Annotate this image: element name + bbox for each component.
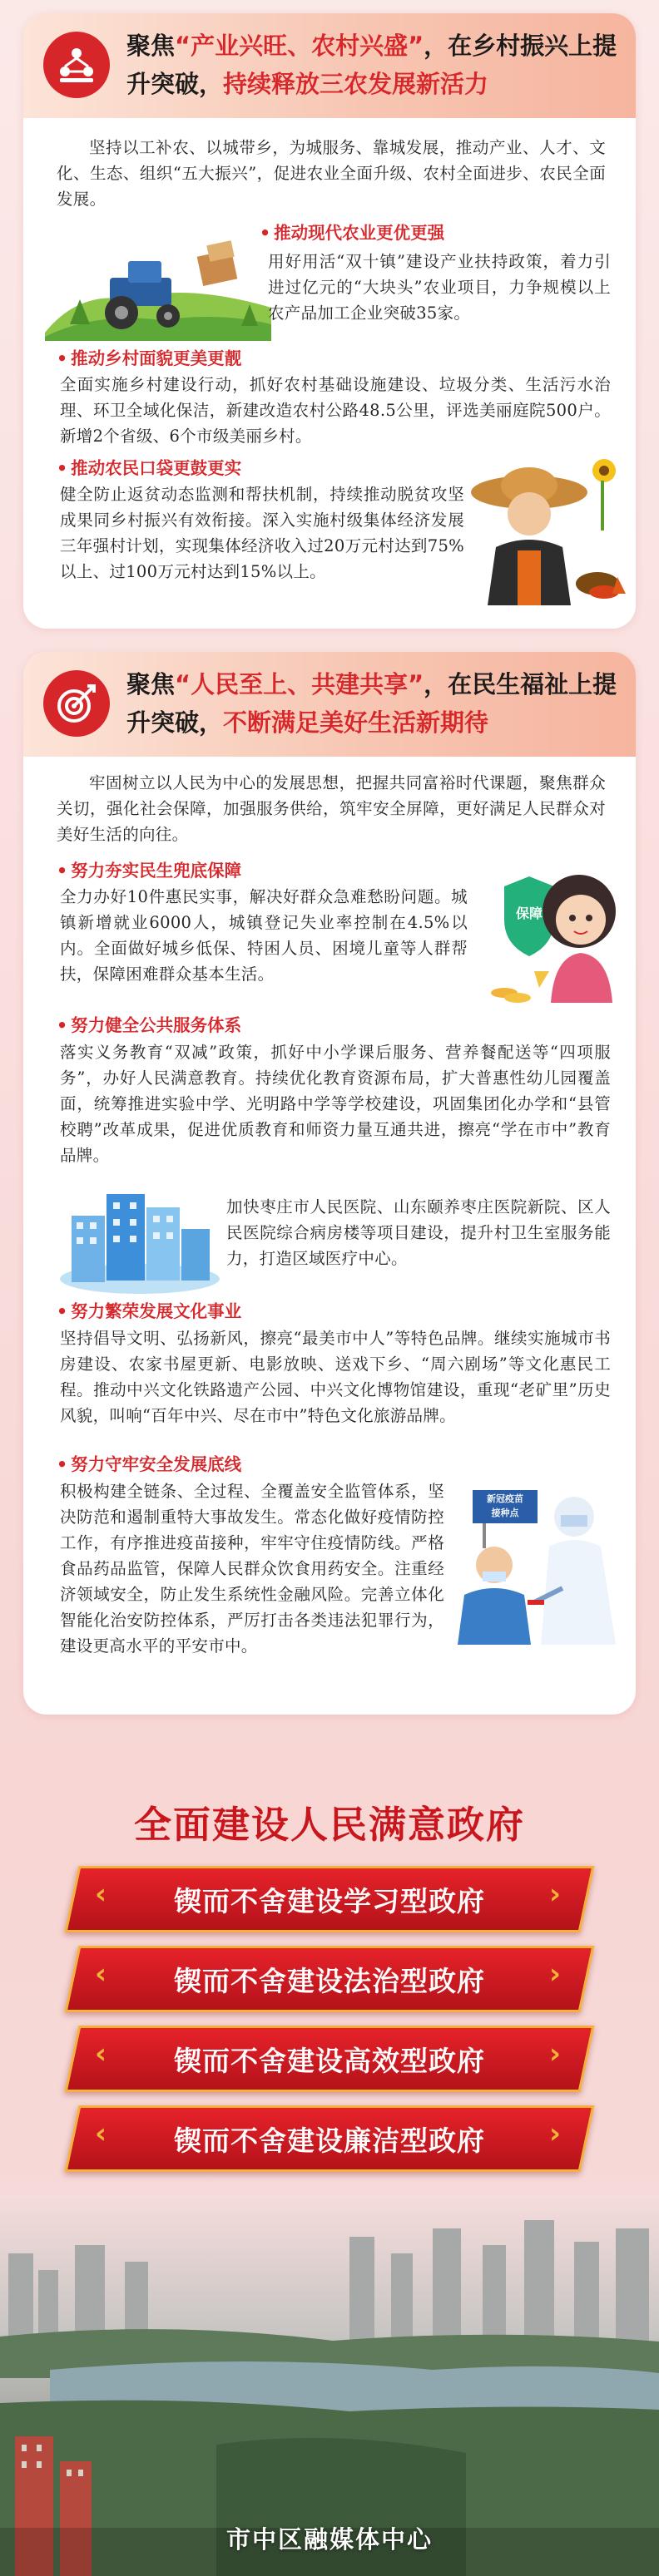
main-slogan-title: 全面建设人民满意政府 (133, 1803, 525, 1847)
section-title: 聚焦“人民至上、共建共享”，在民生福祉上提升突破，不断满足美好生活新期待 (126, 670, 617, 737)
city-skyline-photo (0, 2195, 659, 2576)
item-text: 健全防止返贫动态监测和帮扶机制，持续推动脱贫攻坚成果同乡村振兴有效衔接。深入实施村级集体经济发展三年强村计划，实现集体经济收入过20万元村达到75%以上、过100万元村达到15%以上。 (60, 485, 464, 581)
item-title: • 努力守牢安全发展底线 (57, 1454, 242, 1474)
item-title: • 努力夯实民生兜底保障 (57, 861, 242, 881)
item-title: • 努力健全公共服务体系 (57, 1015, 242, 1035)
people-network-icon (43, 32, 110, 98)
section-intro: 坚持以工补农、以城带乡，为城服务、靠城发展，推动产业、人才、文化、生态、组织“五大振兴”，促进农业全面升级、农村全面进步、农民全面发展。 (57, 138, 606, 209)
chevron-right-icon: › (549, 2117, 562, 2150)
section-intro: 牢固树立以人民为中心的发展思想，把握共同富裕时代课题，聚焦群众关切，强化社会保障，加强服务供给，筑牢安全屏障，更好满足人民群众对美好生活的向往。 (57, 773, 606, 844)
rural-revitalization-card (23, 13, 636, 629)
item-text: 加快枣庄市人民医院、山东颐养枣庄医院新院、区人民医院综合病房楼等项目建设，提升村卫生室服务能力，打造区域医疗中心。 (226, 1197, 611, 1268)
chevron-left-icon: ‹ (95, 2117, 107, 2150)
item-text: 积极构建全链条、全过程、全覆盖安全监管体系，坚决防范和遏制重特大事故发生。常态化做好疫情防控工作，有序推进疫苗接种，牢牢守住疫情防线。严格食品药品监管，保障人民群众饮食用药安全。注重经济领域安全，防止发生系统性金融风险。完善立体化智能化治安防控体系，严厉打击各类违法犯罪行为，建设更高水平的平安市中。 (60, 1482, 444, 1656)
slogan-banner: 锲而不舍建设高效型政府 (174, 2044, 485, 2077)
chevron-left-icon: ‹ (95, 1957, 107, 1991)
target-arrow-icon (43, 670, 110, 737)
section-header (23, 652, 636, 757)
section-header (23, 13, 636, 118)
tractor-illustration (45, 233, 271, 341)
slogan-banner: 锲而不舍建设廉洁型政府 (174, 2124, 485, 2157)
item-title: • 推动现代农业更优更强 (260, 223, 445, 243)
section-title: 聚焦“产业兴旺、农村兴盛”，在乡村振兴上提升突破，持续释放三农发展新活力 (126, 32, 617, 98)
vaccine-sign: 新冠疫苗 接种点 (487, 1493, 523, 1518)
chevron-right-icon: › (549, 1957, 562, 1991)
vaccination-illustration (449, 1478, 624, 1645)
chevron-left-icon: ‹ (95, 2037, 107, 2070)
footer-credit: 市中区融媒体中心 (225, 2525, 433, 2554)
slogan-banner: 锲而不舍建设法治型政府 (174, 1964, 485, 1997)
slogan-banner: 锲而不舍建设学习型政府 (174, 1884, 485, 1917)
item-title: • 努力繁荣发展文化事业 (57, 1301, 242, 1321)
chevron-right-icon: › (549, 2037, 562, 2070)
hospital-buildings-illustration (57, 1179, 223, 1295)
shield-label: 保障 (515, 906, 543, 921)
livelihood-card (23, 652, 636, 1715)
item-title: • 推动农民口袋更鼓更实 (57, 458, 242, 478)
chevron-right-icon: › (549, 1878, 562, 1911)
farmer-illustration (463, 452, 626, 605)
chevron-left-icon: ‹ (95, 1878, 107, 1911)
item-title: • 推动乡村面貌更美更靓 (57, 348, 242, 368)
item-text: 全面实施乡村建设行动，抓好农村基础设施建设、垃圾分类、生活污水治理、环卫全域化保洁，新建改造农村公路48.5公里，评选美丽庭院500户。新增2个省级、6个市级美丽乡村。 (60, 375, 611, 446)
item-text: 用好用活“双十镇”建设产业扶持政策，着力引进过亿元的“大块头”农业项目，力争规模以上农产品加工企业突破35家。 (268, 252, 611, 323)
item-text: 落实义务教育“双减”政策，抓好中小学课后服务、营养餐配送等“四项服务”，办好人民满意教育。持续优化教育资源布局，扩大普惠性幼儿园覆盖面，统筹推进实验中学、光明路中学等学校建设，巩固集团化办学和“县管校聘”改革成果，促进优质教育和师资力量互通共进，擦亮“学在市中”教育品牌。 (60, 1043, 611, 1165)
security-guarantee-illustration (479, 853, 626, 1003)
item-text: 坚持倡导文明、弘扬新风，擦亮“最美市中人”等特色品牌。继续实施城市书房建设、农家书屋更新、电影放映、送戏下乡、“周六剧场”等文化惠民工程。推动中兴文化铁路遗产公园、中兴文化博物馆建设，重现“老矿里”历史风貌，叫响“百年中兴、尽在市中”特色文化旅游品牌。 (60, 1329, 611, 1425)
item-text: 全力办好10件惠民实事，解决好群众急难愁盼问题。城镇新增就业6000人，城镇登记失业率控制在4.5%以内。全面做好城乡低保、特困人员、困境儿童等人群帮扶，保障困难群众基本生活。 (60, 887, 468, 984)
